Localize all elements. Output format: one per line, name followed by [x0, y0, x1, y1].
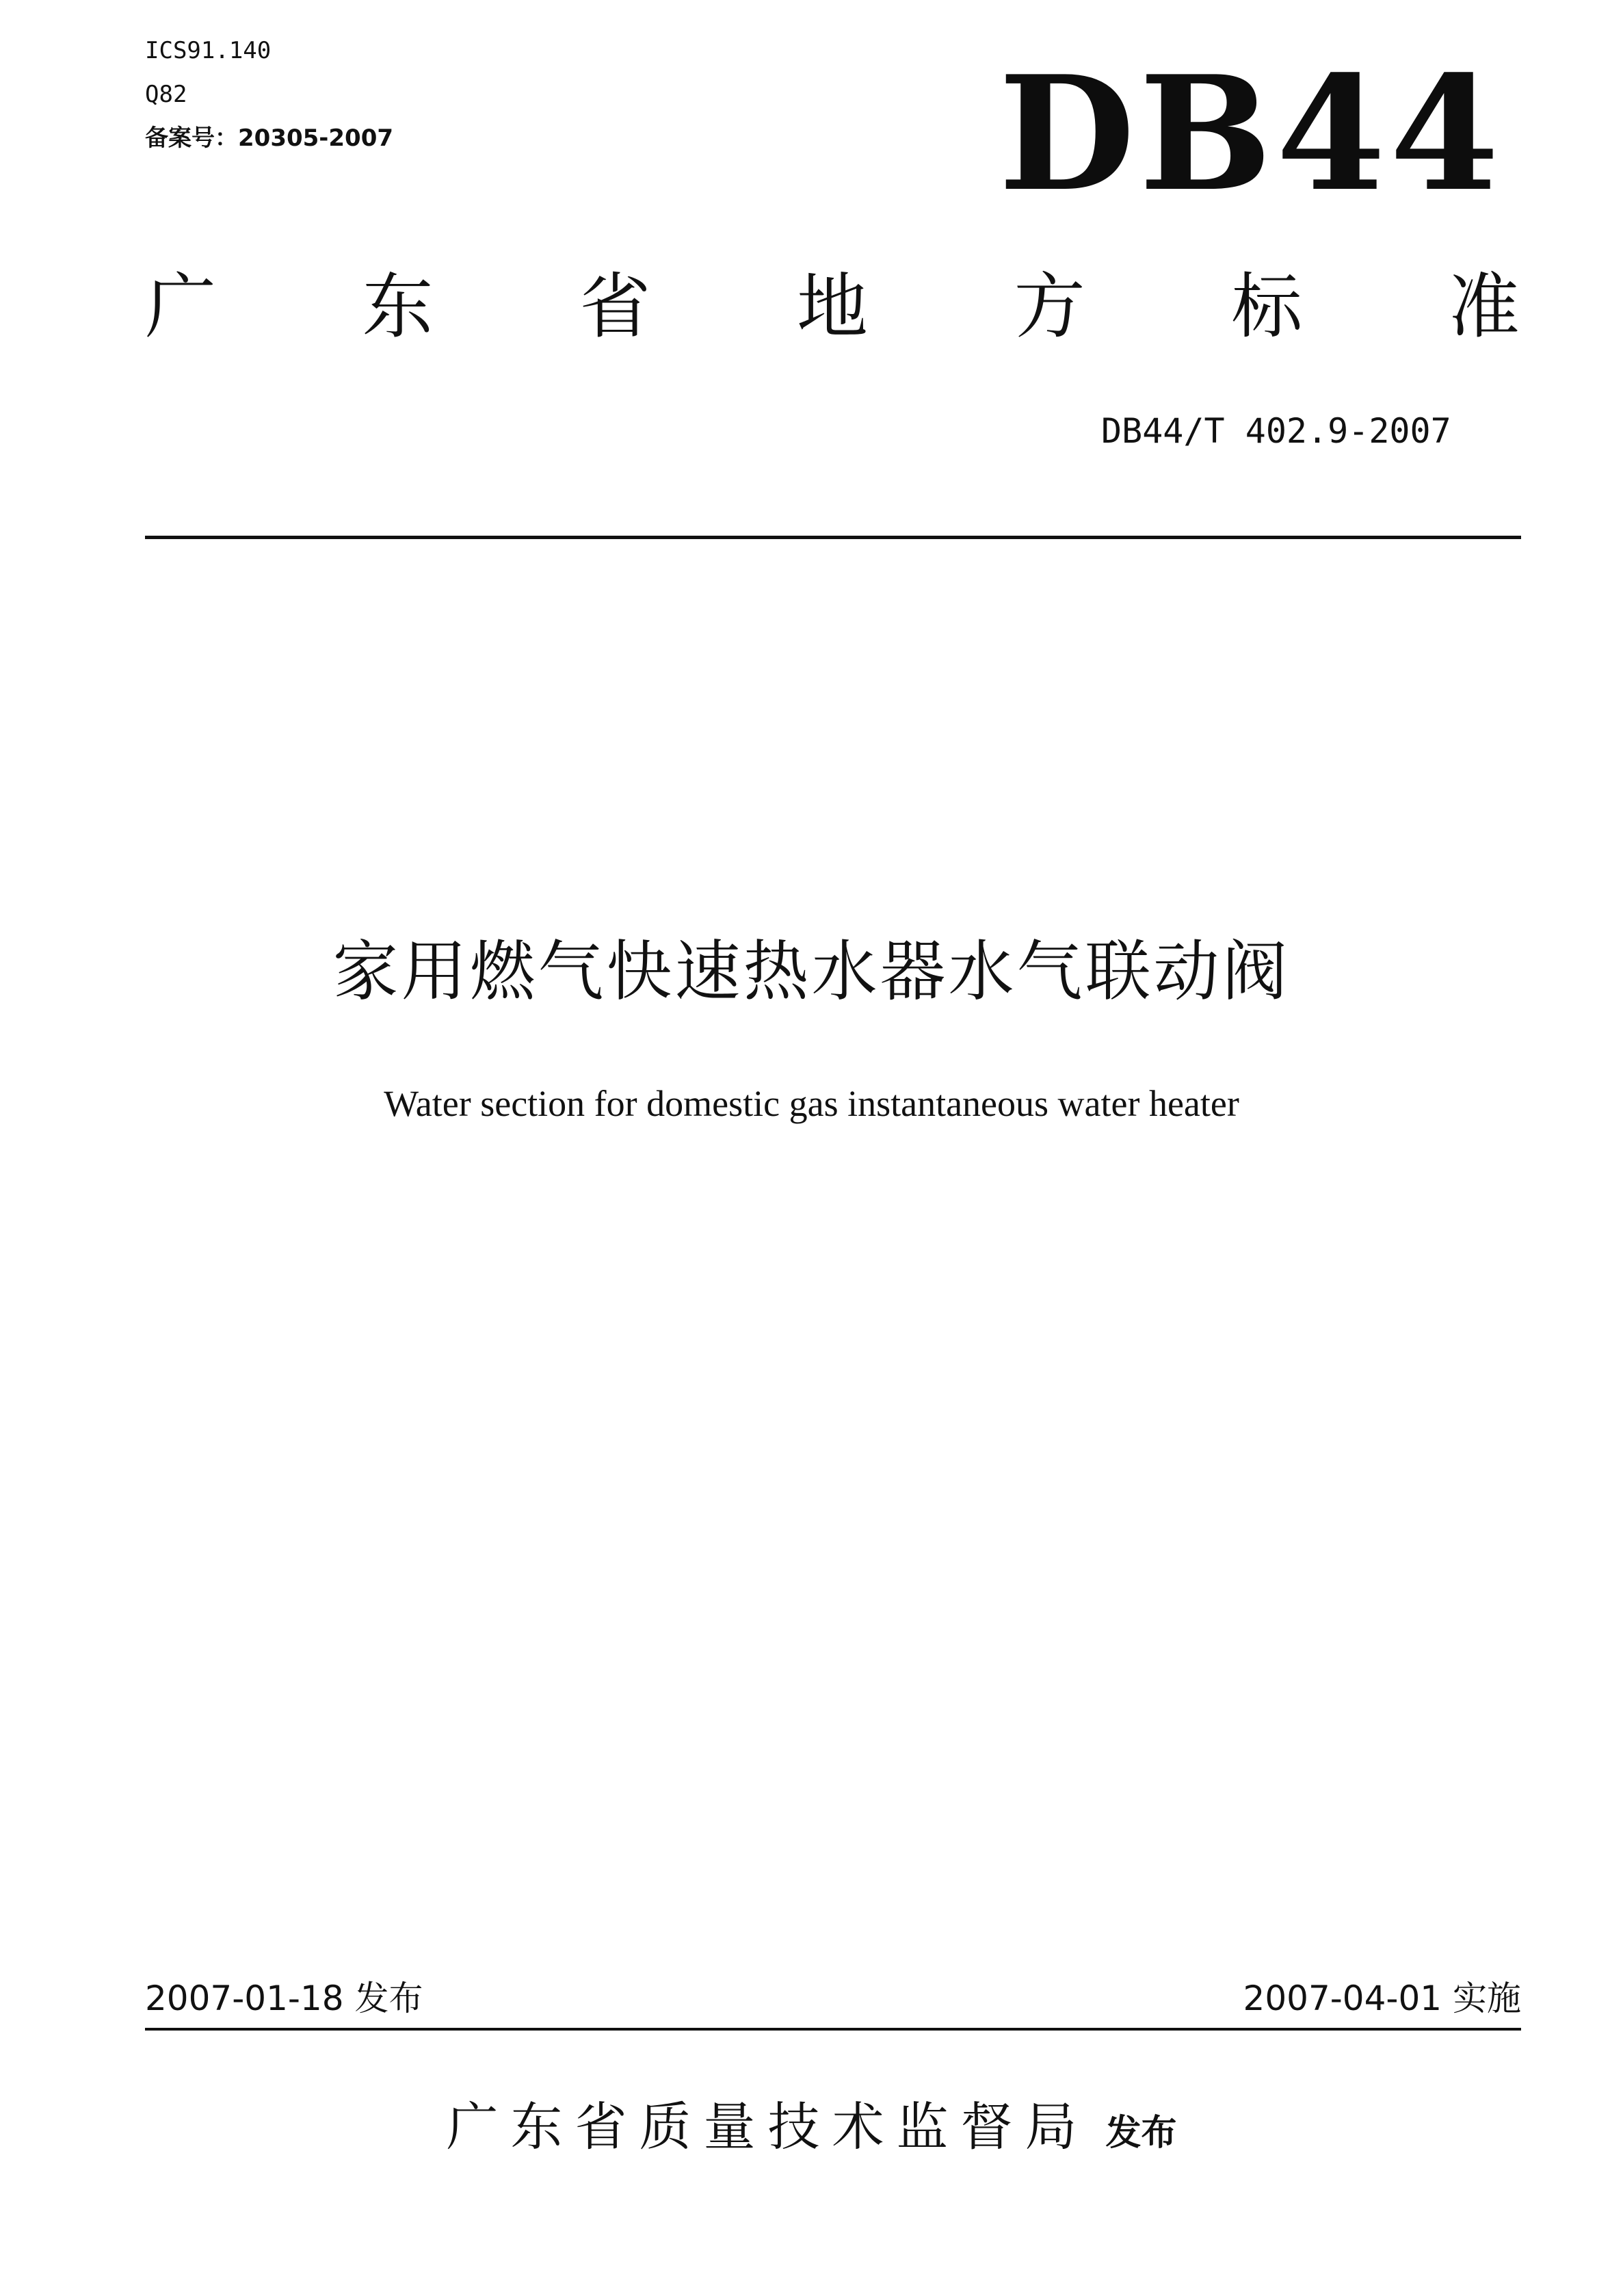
- issue-date: 2007-01-18 发布: [145, 1979, 423, 2018]
- ccs-code: Q82: [145, 81, 187, 108]
- issuer-action: 发布: [1105, 2113, 1177, 2154]
- standard-type-char: 标: [1231, 265, 1303, 348]
- bottom-divider: [145, 2028, 1521, 2031]
- issuer-line: [0, 2089, 1623, 2179]
- standard-type-char: 东: [362, 265, 434, 348]
- standard-logo: DB44: [999, 42, 1503, 226]
- standard-type-heading: [145, 265, 1520, 348]
- document-title-chinese: 家用燃气快速热水器水气联动阀: [332, 933, 1291, 1010]
- ics-code: ICS91.140: [145, 37, 272, 64]
- filing-number: 备案号：20305-2007: [145, 125, 394, 152]
- standard-type-char: 广: [145, 265, 217, 348]
- standard-code: DB44/T 402.9-2007: [1101, 411, 1451, 451]
- standard-type-char: 准: [1448, 265, 1520, 348]
- standard-type-char: 省: [579, 265, 651, 348]
- top-divider: [145, 536, 1521, 539]
- issuing-authority: 广东省质量技术监督局: [446, 2096, 1090, 2157]
- standard-type-char: 地: [796, 265, 868, 348]
- document-title-english: Water section for domestic gas instantaneous water heater: [384, 1083, 1239, 1124]
- standard-type-char: 方: [1014, 265, 1085, 348]
- implementation-date: 2007-04-01 实施: [1243, 1979, 1521, 2018]
